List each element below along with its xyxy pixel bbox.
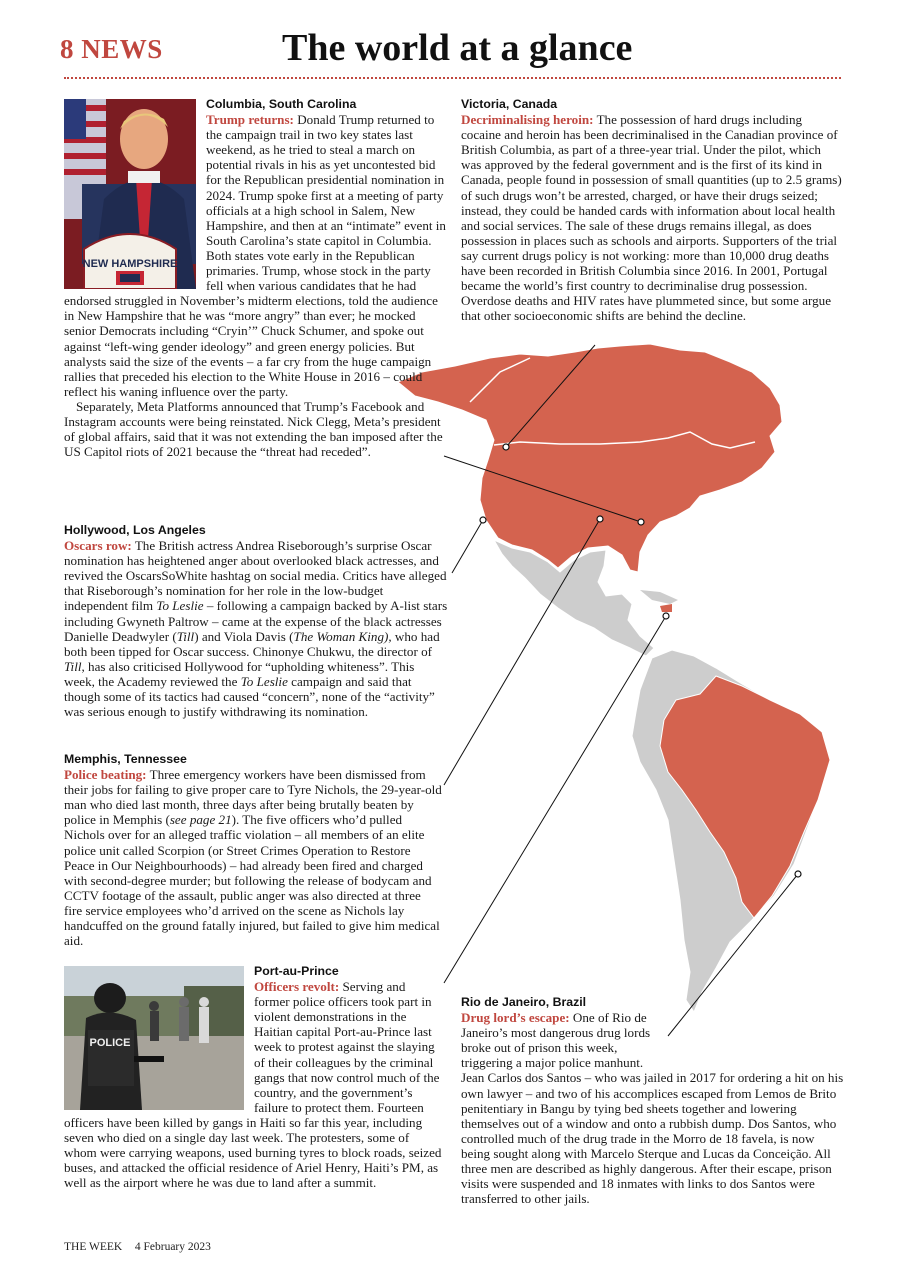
story-columbia: [64, 97, 446, 459]
story-location: Victoria, Canada: [461, 97, 558, 111]
haiti-photo-vest-text: POLICE: [89, 1037, 131, 1049]
story-body: [64, 767, 442, 948]
footer-separator: [127, 1241, 130, 1253]
story-victoria: [461, 97, 842, 323]
story-location: Memphis, Tennessee: [64, 752, 187, 766]
story-body: [64, 538, 448, 719]
film-title: To Leslie: [240, 673, 288, 689]
marker-victoria: [503, 444, 509, 450]
page-title: The world at a glance: [282, 27, 633, 69]
section-label: NEWS: [81, 34, 163, 64]
story-text: The British actress Andrea Riseborough’s surprise Oscar nomination has heightened anger about overlooked black actresses, and revived the OscarsSoWhite hashtag on social media. Critics have alleged that Riseborough’s nomination for her role in the low-budget independent film: [64, 538, 447, 614]
story-rio: [461, 995, 844, 1206]
film-title: The Woman King),: [293, 628, 392, 644]
story-kicker: Police beating:: [64, 767, 147, 783]
story-location: Rio de Janeiro, Brazil: [461, 995, 587, 1009]
leader-portauprince: [444, 616, 666, 983]
story-text: ) and Viola Davis (: [194, 628, 294, 644]
story-text: campaign and said that though some of its tactics had caused “concern”, none of the “activity” was serious enough to justify withdrawing its nomination.: [64, 673, 435, 720]
map-haiti: [660, 604, 672, 612]
story-portauprince: [64, 964, 444, 1190]
publication-name: THE WEEK: [64, 1241, 123, 1253]
map-float-spacer: [668, 995, 844, 1059]
story-location: Hollywood, Los Angeles: [64, 523, 206, 537]
story-body-2: Separately, Meta Platforms announced that Trump’s Facebook and Instagram accounts were being reinstated. Nick Clegg, Meta’s president of global affairs, said that it was not extending the ban imposed after the US Capitol riots of 2021 because the “threat had receded”.: [64, 398, 443, 460]
story-location: Columbia, South Carolina: [206, 97, 357, 111]
map-caribbean: [640, 590, 678, 604]
marker-columbia: [638, 519, 644, 525]
film-title: Till: [176, 628, 195, 644]
trump-photo-sign-text: NEW HAMPSHIRE: [82, 258, 178, 270]
story-text: One of Rio de Janeiro’s most dangerous drug lords broke out of prison this week, triggering a major police manhunt. Jean Carlos dos Santos – who was jailed in 2017 for ordering a hit on his own lawyer – and two of his accomplices escaped from Lemos de Brito penitentiary in Bangu by tying bed sheets together and lowering themselves out of a window and onto a rubbish dump. Dos Santos, who controlled much of the drug trade in the Morro de 18 favela, is now being sought along with Marcelo Sterque and Lucas da Conceição. All three men are described as highly dangerous. After their escape, prison visits were suspended and 18 inmates with links to dos Santos were transferred to other jails.: [461, 1010, 844, 1207]
story-text: Donald Trump returned to the campaign trail in two key states last weekend, as he tried to steal a march on potential rivals in his as yet uncontested bid for the Republican presidential nomination in 2024. Trump spoke first at a meeting of party officials at a high school in Salem, New Hampshire, and then at an “intimate” event in South Carolina’s state capitol in Columbia. Both states vote early in the Republican primaries. Trump, whose stock in the party fell when various candidates that he had endorsed struggled in November’s midterm elections, told the audience in New Hampshire that he was “more angry” than ever; he mocked senior Democrats including “Cryin’” Chuck Schumer, and spoke out against “left-wing gender ideology” and green energy policies. But analysts said the size of the events – a far cry from the huge campaign rallies that preceded his election to the White House in 2016 – could reflect his waning influence over the party.: [64, 112, 446, 399]
story-text: ). The five officers who’d pulled Nichols over for an alleged traffic violation – all members of an elite police unit called Scorpion (or Street Crimes Operation to Restore Peace in Our Neighbourhoods) – had already been fired and charged with second-degree murder; but following the release of bodycam and CCTV footage of the assault, public anger was also directed at three fire service employees who’d arrived on the scene as Nichols lay handcuffed on the ground fatally injured, but failed to give him medical aid.: [64, 812, 440, 949]
story-hollywood: [64, 523, 448, 719]
story-kicker: Officers revolt:: [254, 979, 340, 995]
marker-hollywood: [480, 517, 486, 523]
page-reference: see page 21: [169, 812, 232, 828]
story-text: who had both been tipped for Oscar success. Chinonye Chukwu, the director of: [64, 628, 440, 659]
photo-float-spacer: [64, 97, 206, 289]
story-kicker: Trump returns:: [206, 112, 294, 128]
story-memphis: [64, 752, 442, 948]
story-text: , has also criticised Hollywood for “upholding whiteness”. This week, the Academy reviewed the: [64, 658, 415, 689]
story-text: Three emergency workers have been dismissed from their jobs for failing to give proper care to Tyre Nichols, the 29-year-old man who died last month, three days after being brutally beaten by police in Memphis (: [64, 767, 442, 828]
story-location: Port-au-Prince: [254, 964, 339, 978]
film-title: To Leslie: [156, 598, 204, 614]
story-text: – following a campaign backed by A-list stars including Gwyneth Paltrow – came at the expense of the black actresses Danielle Deadwyler (: [64, 598, 448, 644]
film-title: Till: [64, 658, 82, 674]
photo-float-spacer: [64, 964, 254, 1112]
marker-portauprince: [663, 613, 669, 619]
page-footer: [64, 1241, 211, 1253]
marker-rio: [795, 871, 801, 877]
story-text: The possession of hard drugs including cocaine and heroin has been decriminalised in the Canadian province of British Columbia, as part of a three-year trial. Under the pilot, which was approved by the federal government and is the first of its kind in Canada, people found in possession of small quantities (up to 2.5 grams) of such drugs won’t be arrested, charged, or have their drugs seized; instead, they could be handed cards with information about local health and social services. The sale of these drugs remains illegal, as does possession in places such as schools and airports. Supporters of the trial say current drugs policy is not working: more than 10,000 drug deaths have been recorded in British Columbia since 2016. In 2001, Portugal became the world’s first country to decriminalise drug possession. Overdose deaths and HIV rates have plummeted since, but some argue that other socioeconomic shifts are behind the decline.: [461, 112, 842, 324]
issue-date: 4 February 2023: [134, 1241, 211, 1253]
story-text: Serving and former police officers took part in violent demonstrations in the Haitian capital Port-au-Prince last week to protest against the slaying of their colleagues by the criminal gangs that now control much of the country, and the government’s failure to protect them. Fourteen officers have been killed by gangs in Haiti so far this year, including seven who died on a single day last week. The protesters, some of whom were carrying weapons, used burning tyres to block roads, seized buses, and attacked the official residence of Ariel Henry, Haiti’s PM, as well as the airport where he was due to land after a summit.: [64, 979, 442, 1191]
leader-hollywood: [452, 520, 483, 573]
story-kicker: Decriminalising heroin:: [461, 112, 594, 128]
map-north-america: [398, 344, 782, 572]
marker-memphis: [597, 516, 603, 522]
page-number: 8: [60, 34, 74, 64]
story-kicker: Oscars row:: [64, 538, 132, 554]
story-kicker: Drug lord’s escape:: [461, 1010, 570, 1026]
story-body: [461, 112, 842, 323]
